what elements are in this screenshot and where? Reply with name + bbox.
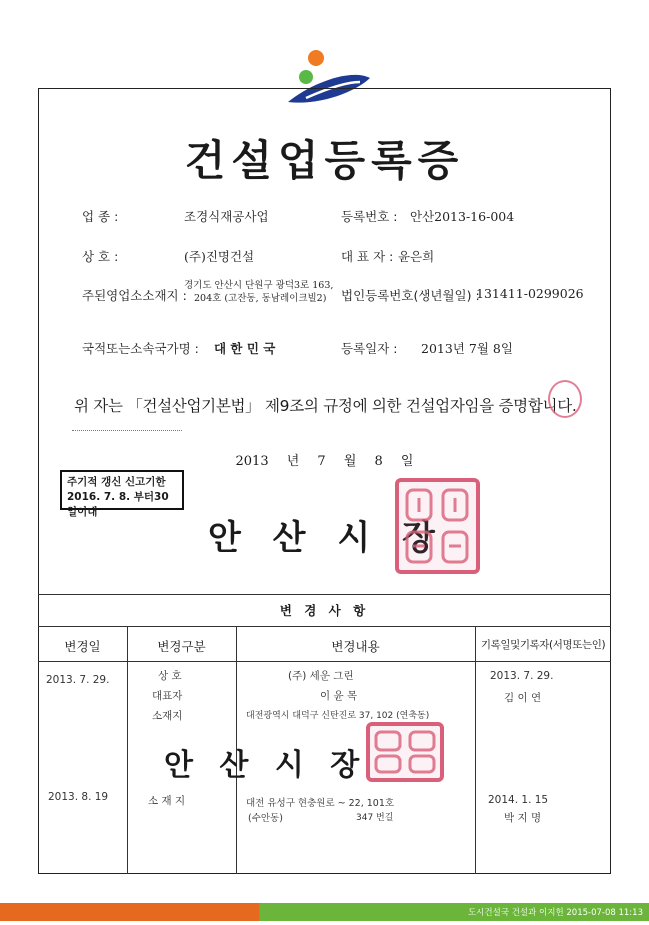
row2-record: 2014. 1. 15 — [488, 794, 549, 806]
reg-no-value: 안산2013-16-004 — [410, 209, 515, 224]
header-change-date: 변경일 — [64, 639, 101, 654]
row2-content-3: 347 번길 — [356, 813, 394, 823]
row2-content-2: (수안동) — [248, 813, 283, 824]
changes-heading: 변 경 사 항 — [279, 603, 370, 618]
rep-label: 대 표 자 : — [341, 249, 394, 264]
table-issuer-name: 안 산 시 장 — [164, 748, 368, 783]
trade-name-value: (주)진명건설 — [184, 249, 255, 264]
issuer-name: 안 산 시 장 — [208, 518, 445, 558]
reg-no-label: 등록번호 : — [341, 209, 398, 224]
row2-content-1: 대전 유성구 현충원로 ~ 22, 101호 — [246, 798, 395, 809]
renewal-stamp-line1: 주기적 갱신 신고기한 — [67, 476, 166, 488]
business-type-value: 조경식재공사업 — [184, 209, 269, 224]
certification-text: 위 자는 「건설산업기본법」 제9조의 규정에 의한 건설업자임을 증명합니다. — [74, 397, 577, 415]
header-change-kind: 변경구분 — [157, 639, 206, 654]
row1-record: 2013. 7. 29. — [490, 670, 554, 682]
header-record: 기록일및기록자(서명또는인) — [480, 639, 606, 651]
corp-no-label: 법인등록번호(생년월일) : — [341, 288, 480, 303]
row2-date: 2013. 8. 19 — [48, 791, 109, 803]
nationality-value: 대 한 민 국 — [214, 341, 276, 356]
row2-recorder: 박 지 명 — [504, 812, 542, 824]
reg-date-value: 2013년 7월 8일 — [421, 341, 513, 356]
row1-date: 2013. 7. 29. — [46, 674, 110, 686]
row1-kind-3: 소재지 — [152, 710, 183, 722]
row1-content-2: 이 윤 목 — [320, 690, 358, 702]
table-heading-line — [38, 626, 611, 627]
header-change-content: 변경내용 — [331, 639, 380, 654]
row1-content-1: (주) 세운 그린 — [288, 670, 354, 682]
table-header-line — [38, 661, 611, 662]
renewal-stamp-line2: 2016. 7. 8. 부터30일이내 — [67, 491, 169, 518]
trade-name-label: 상 호 : — [82, 249, 119, 264]
corp-no-value: 131411-0299026 — [476, 286, 584, 301]
table-seal-icon — [366, 722, 444, 782]
small-seal-icon — [548, 380, 582, 418]
col-divider-3 — [475, 626, 476, 874]
reg-date-label: 등록일자 : — [341, 341, 398, 356]
nationality-label: 국적또는소속국가명 : — [82, 341, 199, 356]
rep-value: 윤은희 — [398, 249, 435, 264]
renewal-deadline-stamp — [60, 470, 184, 518]
row2-kind-1: 소 재 지 — [148, 795, 186, 807]
row1-content-3: 대전광역시 대덕구 신탄진로 37, 102 (연축동) — [246, 711, 430, 721]
document-title: 건설업등록증 — [184, 136, 465, 185]
business-type-label: 업 종 : — [82, 209, 119, 224]
table-top-line — [38, 594, 611, 595]
office-line2: 204호 (고잔동, 동남레이크빌2) — [194, 293, 327, 304]
office-line1: 경기도 안산시 단원구 광덕3로 163, — [184, 280, 334, 291]
issue-date: 2013 년 7 월 8 일 — [235, 454, 414, 469]
office-label: 주된영업소소재지 : — [82, 288, 187, 303]
row1-kind-2: 대표자 — [152, 690, 183, 702]
footer-print-info: 도시건설국 건설과 이지헌 2015-07-08 11:13 — [467, 908, 643, 918]
dotted-mark — [72, 430, 182, 431]
row1-kind-1: 상 호 — [158, 670, 182, 682]
col-divider-1 — [127, 626, 128, 874]
official-seal-icon — [395, 478, 480, 574]
row1-recorder: 김 이 연 — [504, 692, 542, 704]
